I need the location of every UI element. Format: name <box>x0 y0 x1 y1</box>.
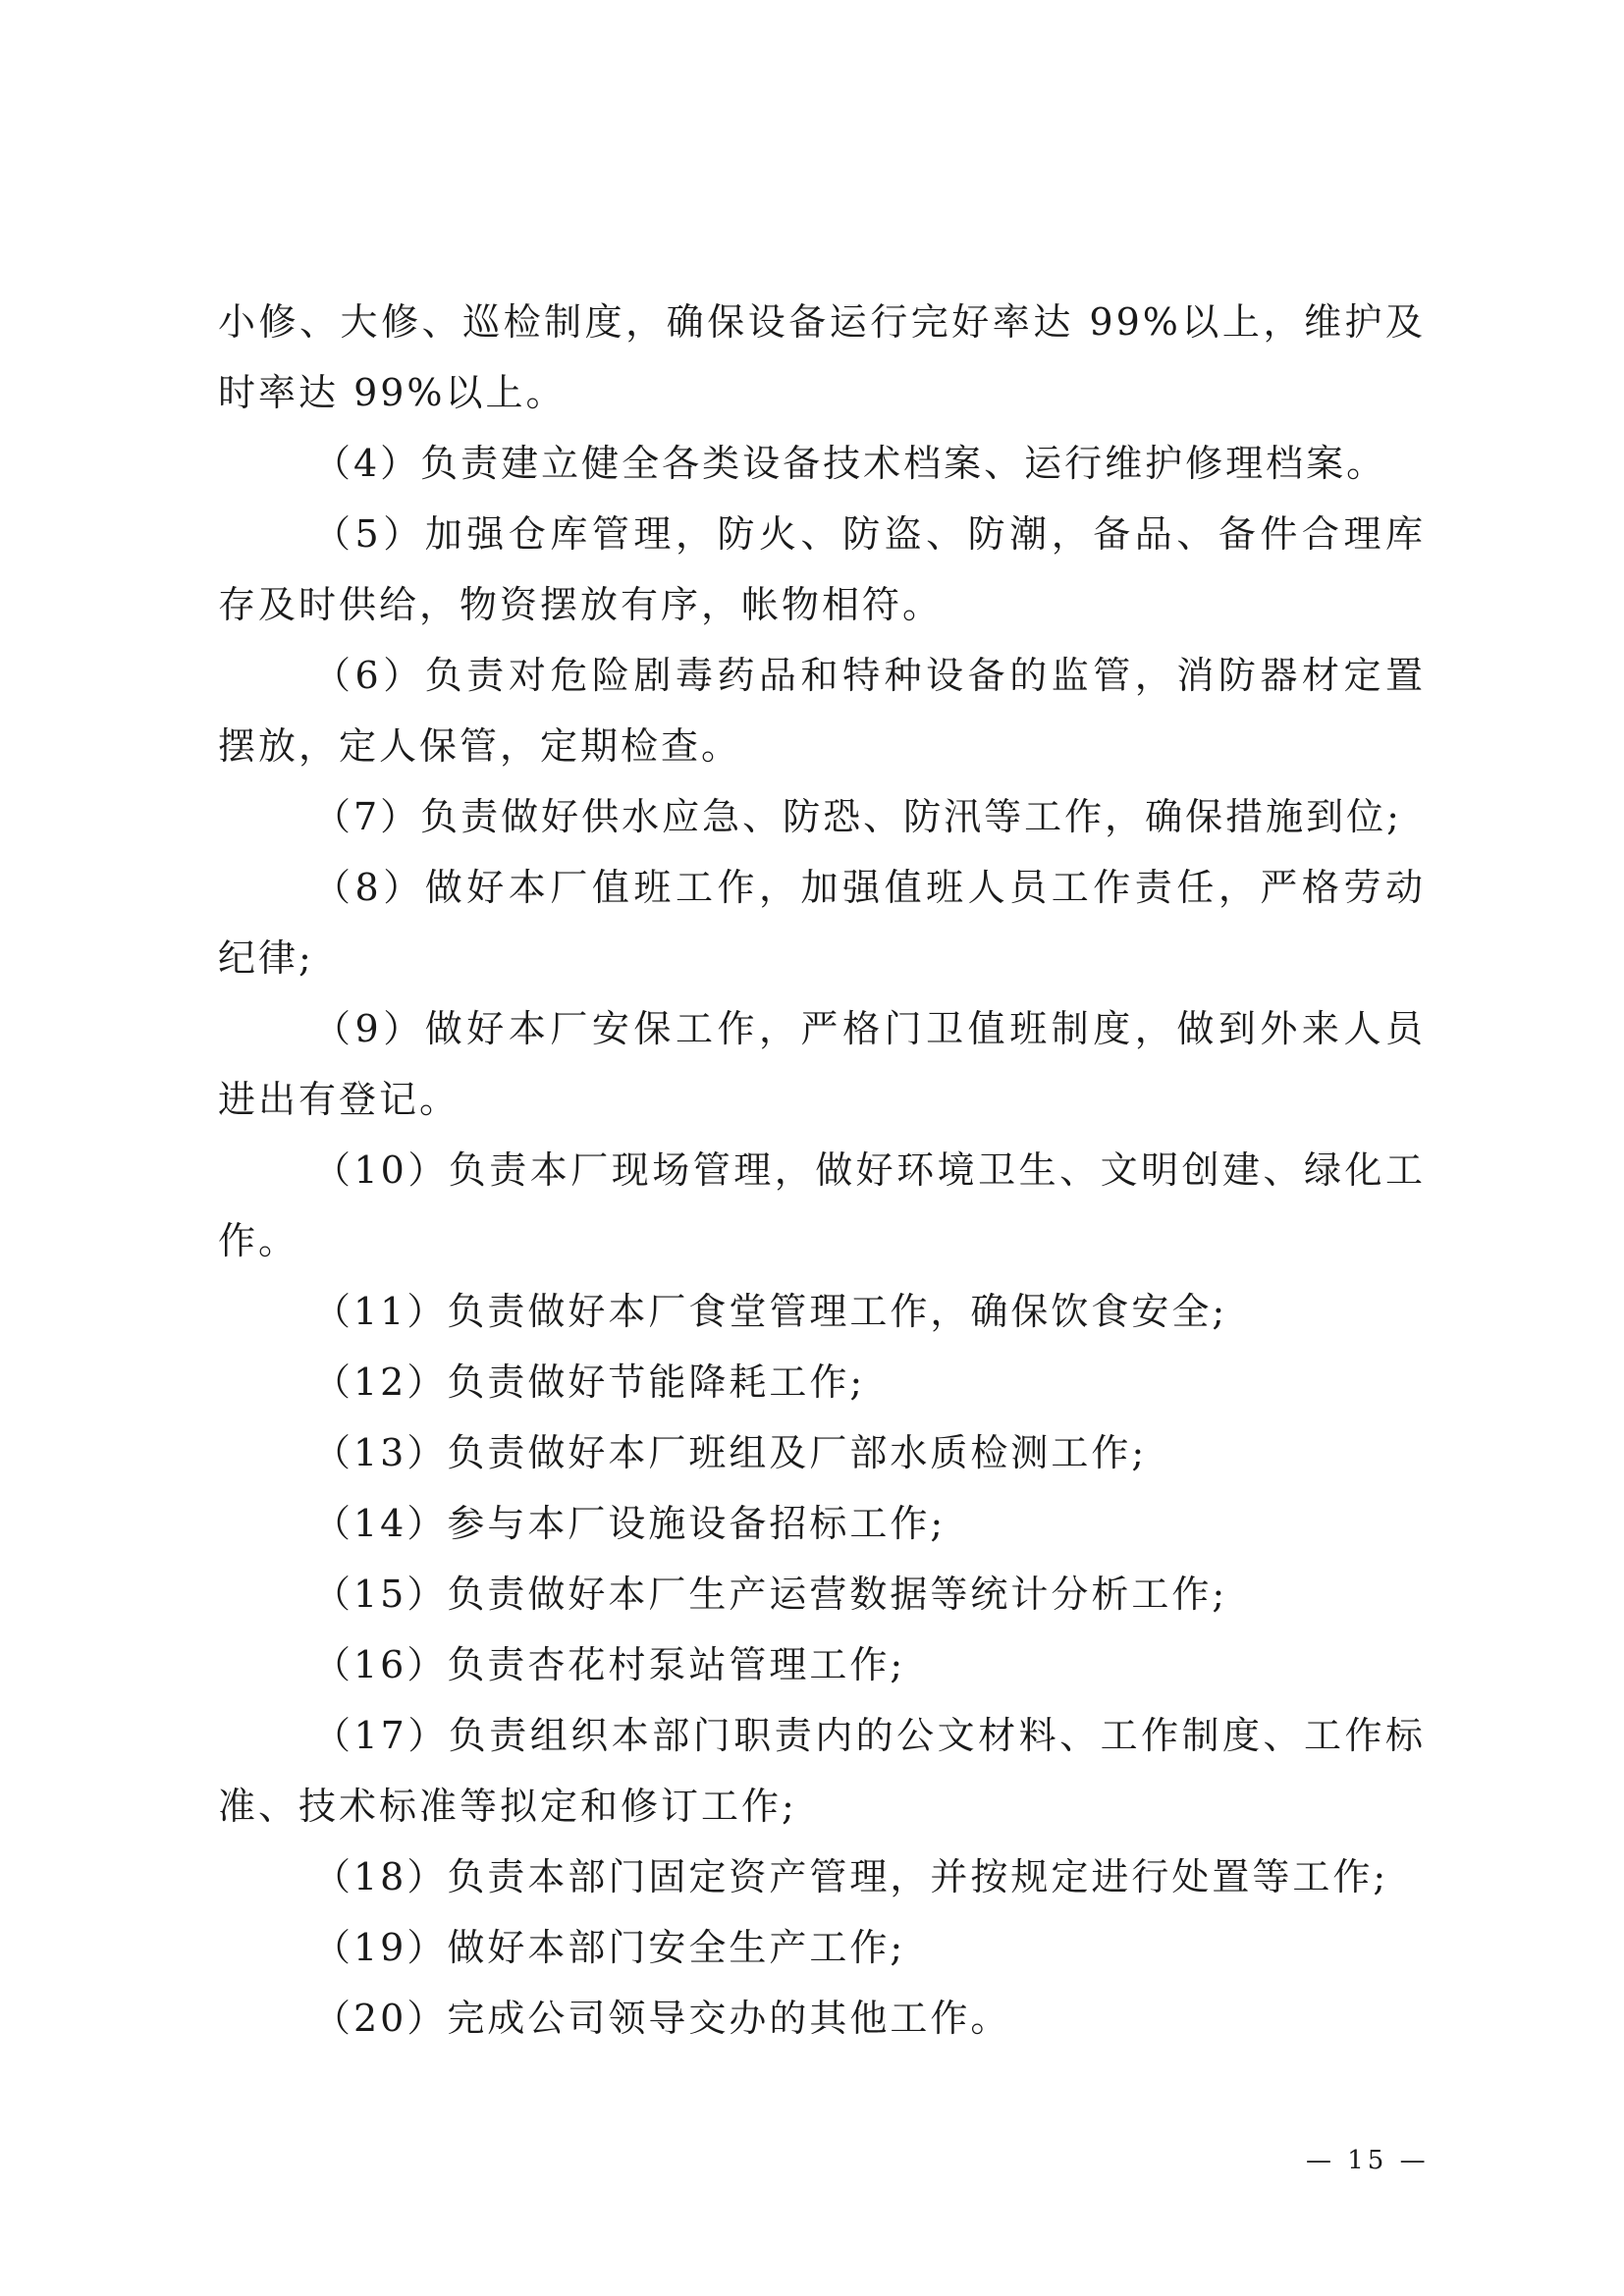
paragraph-item-6: （6）负责对危险剧毒药品和特种设备的监管，消防器材定置摆放，定人保管，定期检查。 <box>218 654 1426 768</box>
paragraph-item-17: （17）负责组织本部门职责内的公文材料、工作制度、工作标准、技术标准等拟定和修订工作; <box>218 1714 1426 1828</box>
paragraph-item-13: （13）负责做好本厂班组及厂部水质检测工作; <box>313 1431 1148 1474</box>
paragraph-item-16: （16）负责杏花村泵站管理工作; <box>313 1643 906 1686</box>
paragraph-item-10: （10）负责本厂现场管理，做好环境卫生、文明创建、绿化工作。 <box>218 1148 1426 1262</box>
paragraph-item-8: （8）做好本厂值班工作，加强值班人员工作责任，严格劳动纪律; <box>218 866 1426 980</box>
paragraph-item-14: （14）参与本厂设施设备招标工作; <box>313 1502 947 1545</box>
paragraph-item-20: （20）完成公司领导交办的其他工作。 <box>313 1997 1011 2040</box>
paragraph-item-15: （15）负责做好本厂生产运营数据等统计分析工作; <box>313 1573 1228 1616</box>
paragraph-item-12: （12）负责做好节能降耗工作; <box>313 1361 866 1404</box>
paragraph-continuation: 小修、大修、巡检制度，确保设备运行完好率达 99%以上，维护及时率达 99%以上。 <box>218 300 1426 414</box>
paragraph-item-9: （9）做好本厂安保工作，严格门卫值班制度，做到外来人员进出有登记。 <box>218 1007 1426 1121</box>
paragraph-item-7: （7）负责做好供水应急、防恐、防汛等工作，确保措施到位; <box>313 795 1402 838</box>
page-number: — 15 — <box>1306 2146 1430 2175</box>
document-body <box>218 287 1426 2054</box>
paragraph-item-18: （18）负责本部门固定资产管理，并按规定进行处置等工作; <box>313 1855 1389 1898</box>
paragraph-item-5: （5）加强仓库管理，防火、防盗、防潮，备品、备件合理库存及时供给，物资摆放有序，帐物相符。 <box>218 512 1426 626</box>
paragraph-item-19: （19）做好本部门安全生产工作; <box>313 1926 906 1969</box>
paragraph-item-4: （4）负责建立健全各类设备技术档案、运行维护修理档案。 <box>313 442 1387 485</box>
paragraph-item-11: （11）负责做好本厂食堂管理工作，确保饮食安全; <box>313 1290 1228 1333</box>
